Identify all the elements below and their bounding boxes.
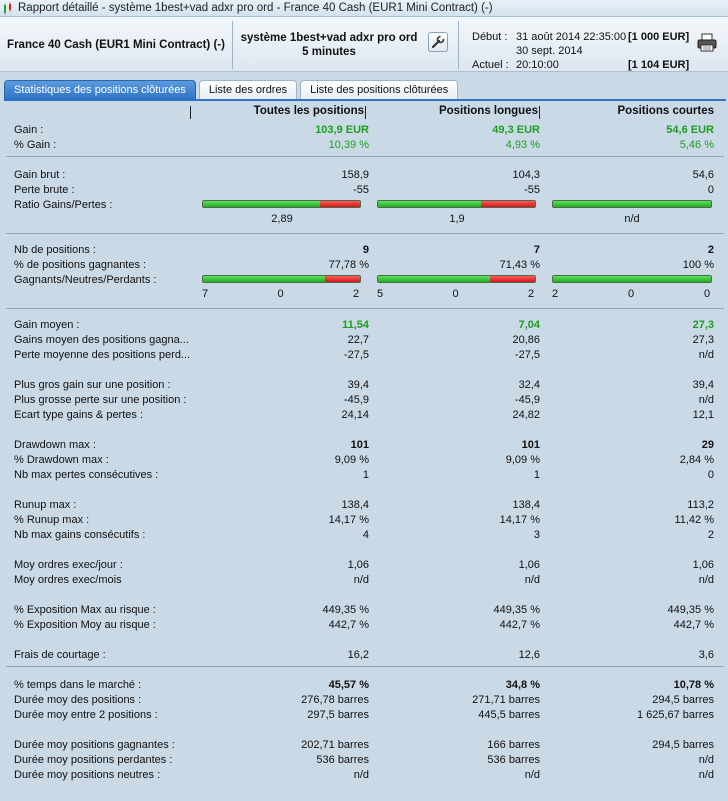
- bar-green-segment: [553, 276, 711, 282]
- ratio-value: n/d: [624, 213, 640, 225]
- stat-value-all: 442,7 %: [328, 619, 369, 631]
- stat-label: % temps dans le marché :: [14, 679, 142, 691]
- stat-value-long: 101: [521, 439, 540, 451]
- stat-value-long: 442,7 %: [499, 619, 540, 631]
- stat-row-perte_brute: [4, 183, 726, 198]
- stat-value-long: 20,86: [512, 334, 540, 346]
- stat-value-all: 11,54: [342, 319, 369, 331]
- stat-label: Nb max gains consécutifs :: [14, 529, 146, 541]
- system-info: [233, 17, 425, 72]
- stat-row-expo_max: [4, 603, 726, 618]
- stat-row-gain_moyen: [4, 318, 726, 333]
- stat-value-all: -27,5: [343, 349, 369, 361]
- neutrals-count: 0: [277, 288, 284, 300]
- stat-value-short: 29: [701, 439, 714, 451]
- stat-row-pct_runup: [4, 513, 726, 528]
- stat-label: Durée moy des positions :: [14, 694, 142, 706]
- stat-row-moy_mois: [4, 573, 726, 588]
- stat-row-nb_pertes_consec: [4, 468, 726, 483]
- column-header-short: Positions courtes: [617, 105, 714, 117]
- instrument-name: France 40 Cash (EUR1 Mini Contract) (-): [7, 38, 225, 51]
- stat-row-duree_neutres: [4, 768, 726, 783]
- stat-value-short: n/d: [698, 769, 714, 781]
- stat-label: % Exposition Moy au risque :: [14, 619, 156, 631]
- stat-label: Nb de positions :: [14, 244, 96, 256]
- winners-count: 5: [377, 288, 384, 300]
- stat-label: Moy ordres exec/jour :: [14, 559, 123, 571]
- ratio-bar: [377, 200, 536, 208]
- gnp-bar: [552, 275, 712, 283]
- stat-label: Ecart type gains & pertes :: [14, 409, 144, 421]
- stat-label: Durée moy positions perdantes :: [14, 754, 173, 766]
- stat-value-all: 24,14: [341, 409, 369, 421]
- stat-label: Gain :: [14, 124, 44, 136]
- losers-count: 2: [528, 288, 535, 300]
- stat-label: Ratio Gains/Pertes :: [14, 199, 113, 211]
- stat-value-all: 10,39 %: [328, 139, 369, 151]
- stat-value-all: 4: [362, 529, 369, 541]
- stat-label: Plus grosse perte sur une position :: [14, 394, 187, 406]
- stat-label: % Exposition Max au risque :: [14, 604, 156, 616]
- section-divider: [6, 156, 724, 157]
- bar-green-segment: [203, 201, 320, 207]
- stat-value-short: 113,2: [687, 499, 714, 511]
- stat-row-pct_temps: [4, 678, 726, 693]
- stat-row-pct_drawdown: [4, 453, 726, 468]
- tab-closed-position-stats[interactable]: Statistiques des positions clôturées: [4, 80, 196, 99]
- stat-row-plus_gros_gain: [4, 378, 726, 393]
- stat-value-all: 77,78 %: [328, 259, 369, 271]
- stat-value-short: 54,6 EUR: [666, 124, 714, 136]
- stat-value-short: 2: [707, 529, 714, 541]
- bar-red-segment: [490, 276, 535, 282]
- stat-value-long: 32,4: [518, 379, 540, 391]
- stat-row-duree_entre: [4, 708, 726, 723]
- header-divider: [458, 21, 459, 69]
- column-header-all: Toutes les positions: [253, 105, 364, 117]
- stat-value-all: 14,17 %: [328, 514, 369, 526]
- stat-row-ecart_type: [4, 408, 726, 423]
- section-divider: [6, 666, 724, 667]
- stat-value-short: 39,4: [692, 379, 714, 391]
- bar-green-segment: [203, 276, 325, 282]
- stat-value-short: 2,84 %: [679, 454, 714, 466]
- neutrals-count: 0: [452, 288, 459, 300]
- date-range: [472, 30, 689, 72]
- stat-value-short: 12,1: [692, 409, 714, 421]
- stat-value-all: 45,57 %: [328, 679, 369, 691]
- stat-value-short: 5,46 %: [679, 139, 714, 151]
- losers-count: 0: [704, 288, 711, 300]
- stat-value-long: 71,43 %: [499, 259, 540, 271]
- stat-value-long: 3: [533, 529, 540, 541]
- stat-value-all: 536 barres: [316, 754, 369, 766]
- stat-value-all: 101: [350, 439, 369, 451]
- stat-value-all: 9,09 %: [334, 454, 369, 466]
- stat-value-all: 449,35 %: [322, 604, 369, 616]
- neutrals-count: 0: [628, 288, 635, 300]
- stat-value-long: 166 barres: [487, 739, 540, 751]
- tab-closed-position-list[interactable]: Liste des positions clôturées: [300, 80, 458, 99]
- stat-value-long: 14,17 %: [499, 514, 540, 526]
- stat-value-short: 1,06: [692, 559, 714, 571]
- stat-row-nb_gains_consec: [4, 528, 726, 543]
- section-divider: [6, 308, 724, 309]
- bar-red-segment: [481, 201, 535, 207]
- stat-label: % Drawdown max :: [14, 454, 109, 466]
- stat-label: Gagnants/Neutres/Perdants :: [14, 274, 157, 286]
- window-titlebar: [0, 0, 728, 17]
- stat-row-frais: [4, 648, 726, 663]
- stat-value-long: 12,6: [518, 649, 540, 661]
- stat-label: % Runup max :: [14, 514, 90, 526]
- stat-row-gain: [4, 123, 726, 138]
- stat-label: Frais de courtage :: [14, 649, 106, 661]
- stat-value-short: 27,3: [692, 334, 714, 346]
- start-label: Début :: [472, 31, 508, 43]
- stat-value-short: 3,6: [698, 649, 714, 661]
- stat-value-all: 16,2: [347, 649, 369, 661]
- stat-value-all: 1,06: [347, 559, 369, 571]
- column-header-long: Positions longues: [438, 105, 538, 117]
- stat-row-moy_jour: [4, 558, 726, 573]
- stat-value-short: 27,3: [692, 319, 714, 331]
- losers-count: 2: [353, 288, 360, 300]
- stat-value-all: n/d: [353, 574, 369, 586]
- start-date: 31 août 2014 22:35:00: [516, 31, 627, 43]
- column-separator: [365, 106, 366, 119]
- gnp-bar: [377, 275, 536, 283]
- winners-count: 2: [552, 288, 559, 300]
- gnp-bar: [202, 275, 361, 283]
- stat-label: Runup max :: [14, 499, 77, 511]
- system-name: système 1best+vad adxr pro ord: [240, 31, 418, 44]
- stat-value-all: 158,9: [341, 169, 369, 181]
- stat-value-long: 449,35 %: [493, 604, 540, 616]
- stat-value-short: 0: [707, 469, 714, 481]
- stat-value-all: -55: [353, 184, 369, 196]
- start-capital: [1 000 EUR]: [628, 31, 690, 43]
- system-timeframe: 5 minutes: [302, 45, 356, 58]
- stat-row-expo_moy: [4, 618, 726, 633]
- stat-value-long: 7: [533, 244, 540, 256]
- bar-green-segment: [378, 276, 490, 282]
- stat-value-all: 103,9 EUR: [315, 124, 369, 136]
- stat-row-duree_gagn: [4, 738, 726, 753]
- stat-value-short: 442,7 %: [673, 619, 714, 631]
- stat-value-short: 100 %: [682, 259, 714, 271]
- stat-label: Drawdown max :: [14, 439, 96, 451]
- print-button[interactable]: [696, 33, 718, 53]
- stat-row-runup: [4, 498, 726, 513]
- stat-label: Nb max pertes consécutives :: [14, 469, 159, 481]
- stat-value-short: n/d: [698, 754, 714, 766]
- stat-value-all: n/d: [353, 769, 369, 781]
- ratio-bar: [202, 200, 361, 208]
- column-headers: [4, 105, 726, 121]
- stat-value-short: 11,42 %: [674, 514, 714, 526]
- stat-value-short: 294,5 barres: [652, 694, 714, 706]
- ratio-value: 1,9: [449, 213, 465, 225]
- stat-label: Plus gros gain sur une position :: [14, 379, 171, 391]
- winners-count: 7: [202, 288, 209, 300]
- stat-value-long: n/d: [524, 769, 540, 781]
- bar-red-segment: [320, 201, 360, 207]
- bar-green-segment: [553, 201, 711, 207]
- bar-red-segment: [325, 276, 360, 282]
- stats-panel: [4, 99, 726, 801]
- window-title: Rapport détaillé - système 1best+vad adxr pro ord - France 40 Cash (EUR1 Mini Contract) (-): [18, 2, 493, 14]
- stat-label: Perte brute :: [14, 184, 75, 196]
- stat-value-all: 276,78 barres: [301, 694, 369, 706]
- stat-value-all: 1: [362, 469, 369, 481]
- stat-row-drawdown: [4, 438, 726, 453]
- stat-value-long: -55: [524, 184, 540, 196]
- stat-value-long: -45,9: [514, 394, 540, 406]
- stat-row-duree_perd: [4, 753, 726, 768]
- stat-label: Moy ordres exec/mois: [14, 574, 122, 586]
- stat-value-long: 138,4: [512, 499, 540, 511]
- stat-value-long: 104,3: [512, 169, 540, 181]
- stat-value-short: 54,6: [692, 169, 714, 181]
- stat-row-perte_moyenne: [4, 348, 726, 363]
- tab-order-list[interactable]: Liste des ordres: [199, 80, 297, 99]
- stat-value-short: 2: [707, 244, 714, 256]
- stat-value-short: n/d: [698, 394, 714, 406]
- stat-row-nb_positions: [4, 243, 726, 258]
- stat-value-short: 0: [707, 184, 714, 196]
- stat-value-long: 7,04: [518, 319, 540, 331]
- wrench-icon: [431, 35, 445, 49]
- ratio-value: 2,89: [271, 213, 293, 225]
- stat-value-long: 24,82: [512, 409, 540, 421]
- stat-label: % Gain :: [14, 139, 57, 151]
- stat-label: Durée moy positions neutres :: [14, 769, 161, 781]
- stat-value-all: 202,71 barres: [301, 739, 369, 751]
- stat-value-long: 445,5 barres: [478, 709, 540, 721]
- section-divider: [6, 233, 724, 234]
- stat-row-duree_moy: [4, 693, 726, 708]
- stat-value-all: 297,5 barres: [307, 709, 369, 721]
- stat-value-long: 1: [533, 469, 540, 481]
- stat-label: Gain brut :: [14, 169, 66, 181]
- stat-value-short: 1 625,67 barres: [636, 709, 714, 721]
- stat-value-long: n/d: [524, 574, 540, 586]
- stat-value-all: 9: [362, 244, 369, 256]
- stat-value-all: -45,9: [343, 394, 369, 406]
- stat-row-gains_moyen_gagn: [4, 333, 726, 348]
- stat-value-short: n/d: [698, 349, 714, 361]
- stat-label: Gains moyen des positions gagna...: [14, 334, 189, 346]
- stat-label: Durée moy entre 2 positions :: [14, 709, 158, 721]
- stat-value-long: 9,09 %: [505, 454, 540, 466]
- stat-value-all: 39,4: [347, 379, 369, 391]
- stat-label: Durée moy positions gagnantes :: [14, 739, 175, 751]
- stat-value-long: -27,5: [514, 349, 540, 361]
- current-capital: [1 104 EUR]: [628, 59, 690, 71]
- stat-value-short: 294,5 barres: [652, 739, 714, 751]
- current-label: Actuel :: [472, 59, 509, 71]
- current-date: 30 sept. 2014 20:10:00: [516, 45, 583, 71]
- stat-row-gain_brut: [4, 168, 726, 183]
- stat-row-plus_grosse_perte: [4, 393, 726, 408]
- stat-value-long: 271,71 barres: [472, 694, 540, 706]
- tab-strip: [4, 80, 461, 99]
- stat-label: % de positions gagnantes :: [14, 259, 147, 271]
- stat-value-long: 536 barres: [487, 754, 540, 766]
- stat-label: Gain moyen :: [14, 319, 80, 331]
- stat-value-short: 10,78 %: [673, 679, 714, 691]
- stat-value-short: 449,35 %: [667, 604, 714, 616]
- printer-icon: [696, 33, 718, 53]
- ratio-bar: [552, 200, 712, 208]
- stat-value-all: 22,7: [347, 334, 369, 346]
- column-separator: [190, 106, 191, 119]
- stat-value-long: 34,8 %: [505, 679, 540, 691]
- stat-value-all: 138,4: [341, 499, 369, 511]
- stat-value-long: 4,93 %: [505, 139, 540, 151]
- report-header: [0, 17, 728, 72]
- column-separator: [539, 106, 540, 119]
- stat-value-short: n/d: [698, 574, 714, 586]
- app-icon: [3, 2, 13, 15]
- stat-label: Perte moyenne des positions perd...: [14, 349, 191, 361]
- bar-green-segment: [378, 201, 481, 207]
- stat-value-long: 49,3 EUR: [492, 124, 540, 136]
- stat-row-pct_gain: [4, 138, 726, 153]
- stat-value-long: 1,06: [518, 559, 540, 571]
- system-settings-button[interactable]: [428, 32, 448, 52]
- stat-row-pct_gagnantes: [4, 258, 726, 273]
